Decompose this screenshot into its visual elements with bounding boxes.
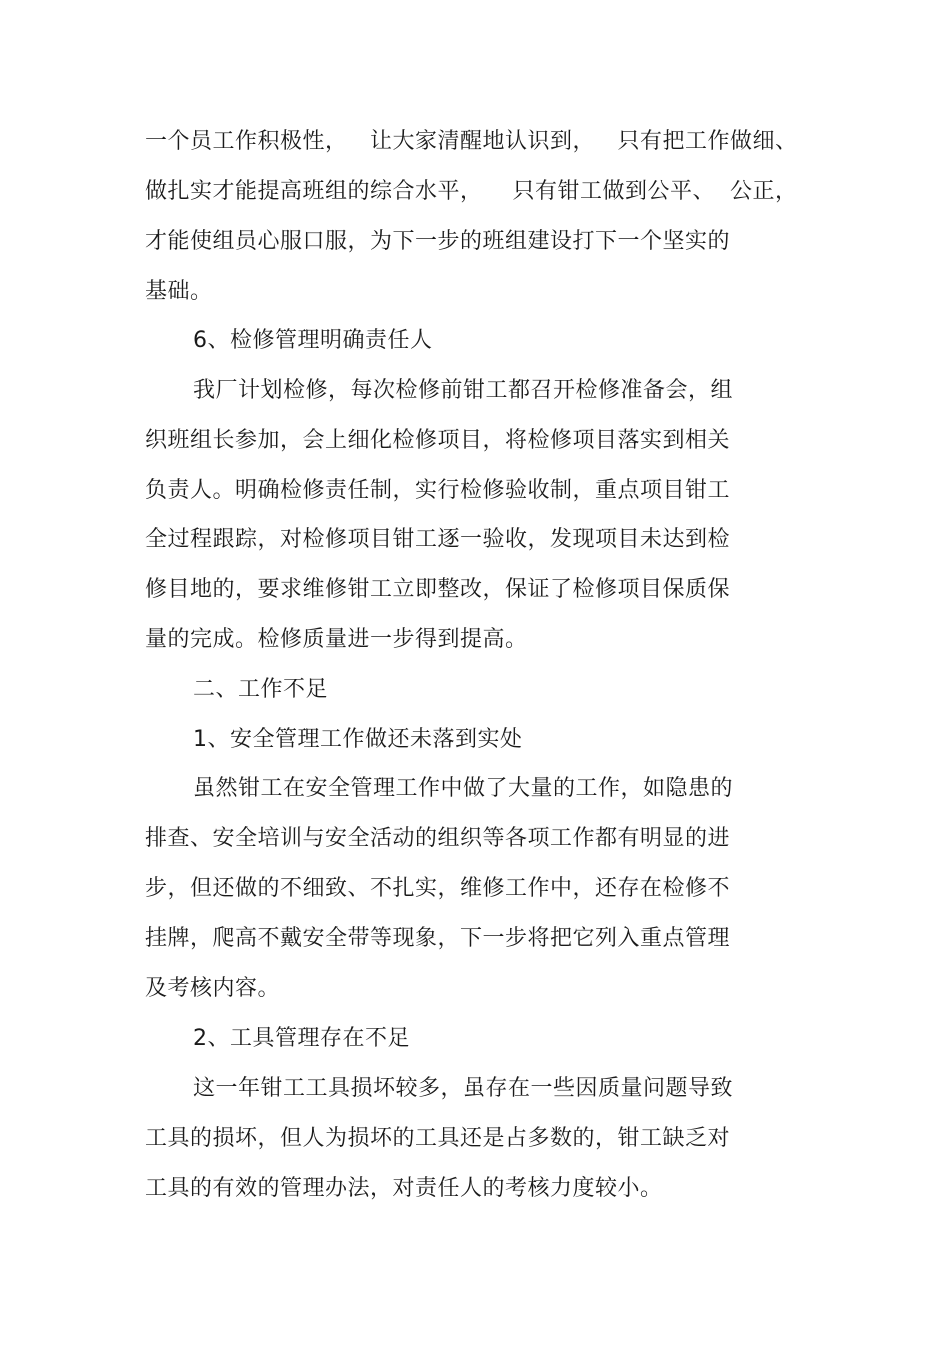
text-line: 基础。	[145, 279, 213, 304]
text-line: 排查、安全培训与安全活动的组织等各项工作都有明显的进	[145, 826, 731, 851]
text-line: 步，但还做的不细致、不扎实，维修工作中，还存在检修不	[145, 876, 731, 901]
text-line: 这一年钳工工具损坏较多，虽存在一些因质量问题导致	[193, 1076, 734, 1101]
text-line: 才能使组员心服口服，为下一步的班组建设打下一个坚实的	[145, 229, 731, 254]
text-line: 做扎实才能提高班组的综合水平， 只有钳工做到公平、 公正，	[145, 179, 798, 204]
text-line: 全过程跟踪，对检修项目钳工逐一验收，发现项目未达到检	[145, 527, 731, 552]
text-line: 挂牌，爬高不戴安全带等现象，下一步将把它列入重点管理	[145, 926, 731, 951]
text-line: 及考核内容。	[145, 976, 281, 1001]
text-line: 负责人。明确检修责任制，实行检修验收制，重点项目钳工	[145, 478, 731, 503]
text-line: 我厂计划检修，每次检修前钳工都召开检修准备会，组	[193, 378, 734, 403]
section-heading: 2、工具管理存在不足	[193, 1026, 410, 1051]
section-heading: 1、安全管理工作做还未落到实处	[193, 727, 523, 752]
text-line: 工具的损坏，但人为损坏的工具还是占多数的，钳工缺乏对	[145, 1126, 731, 1151]
section-heading: 二、工作不足	[193, 677, 329, 702]
text-line: 工具的有效的管理办法，对责任人的考核力度较小。	[145, 1176, 663, 1201]
section-heading: 6、检修管理明确责任人	[193, 328, 433, 353]
text-line: 虽然钳工在安全管理工作中做了大量的工作，如隐患的	[193, 776, 734, 801]
text-line: 修目地的，要求维修钳工立即整改，保证了检修项目保质保	[145, 577, 731, 602]
text-line: 量的完成。检修质量进一步得到提高。	[145, 627, 528, 652]
text-line: 一个员工作积极性， 让大家清醒地认识到， 只有把工作做细、	[145, 129, 798, 154]
text-line: 织班组长参加，会上细化检修项目，将检修项目落实到相关	[145, 428, 731, 453]
